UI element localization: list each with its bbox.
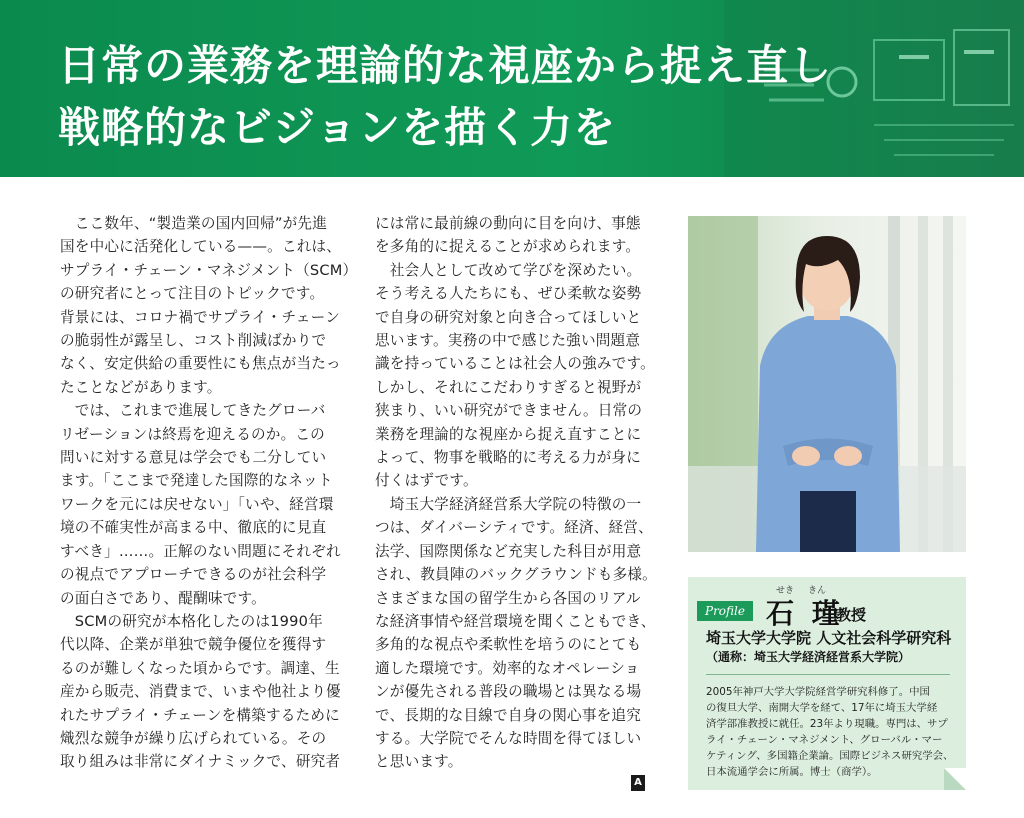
body-line: サプライ・チェーン・マネジメント（SCM） bbox=[60, 261, 358, 279]
body-line: 適した環境です。効率的なオペレーショ bbox=[375, 659, 640, 677]
body-line: るのが難しくなった頃からです。調達、生 bbox=[60, 659, 340, 677]
body-line: たことなどがあります。 bbox=[60, 378, 222, 396]
article-column-1 bbox=[60, 212, 360, 774]
profile-affiliation-note: （通称：埼玉大学経済経営系大学院） bbox=[706, 650, 911, 664]
body-line: には常に最前線の動向に目を向け、事態 bbox=[375, 215, 641, 232]
body-line: そう考える人たちにも、ぜひ柔軟な姿勢 bbox=[375, 285, 642, 303]
bio-line: 2005年神戸大学大学院経営学研究科修了。中国 bbox=[706, 686, 930, 698]
name-ruby-2: きん bbox=[808, 586, 827, 596]
portrait-photo bbox=[688, 216, 966, 552]
body-line: 業務を理論的な視座から捉え直すことに bbox=[375, 425, 642, 443]
profile-affiliation: 埼玉大学大学院 人文社会科学研究科 bbox=[706, 629, 952, 647]
profile-tag: Profile bbox=[697, 601, 753, 621]
bio-line: ケティング、多国籍企業論。国際ビジネス研究学会、 bbox=[706, 750, 954, 762]
body-line: ここ数年、“製造業の国内回帰”が先進 bbox=[60, 215, 328, 232]
page-curl bbox=[944, 768, 966, 790]
body-line: され、教員陣のバックグラウンドも多様。 bbox=[375, 566, 657, 584]
body-line: 境の不確実性が高まる中、徹底的に見直 bbox=[60, 519, 327, 537]
body-line: れたサプライ・チェーンを構築するために bbox=[60, 706, 340, 724]
body-line: 背景には、コロナ禍でサプライ・チェーン bbox=[60, 308, 340, 326]
body-line: さまざまな国の留学生から各国のリアル bbox=[375, 589, 641, 607]
body-line: を多角的に捉えることが求められます。 bbox=[375, 238, 641, 256]
body-line: 識を持っていることは社会人の強みです。 bbox=[375, 355, 655, 373]
body-line: の視点でアプローチできるのが社会科学 bbox=[60, 566, 327, 584]
body-line: なく、安定供給の重要性にも焦点が当たっ bbox=[60, 355, 341, 373]
body-line: と思います。 bbox=[375, 753, 463, 771]
body-line: で、長期的な目線で自身の関心事を追究 bbox=[375, 706, 641, 724]
divider bbox=[706, 674, 950, 675]
body-line: 産から販売、消費まで、いまや他社より優 bbox=[60, 683, 341, 701]
body-line: 法学、国際関係など充実した科目が用意 bbox=[375, 542, 642, 560]
body-line: 付くはずです。 bbox=[375, 472, 478, 490]
body-line: の研究者にとって注目のトピックです。 bbox=[60, 285, 325, 303]
bio-line: の復旦大学、南開大学を経て、17年に埼玉大学経 bbox=[706, 702, 938, 714]
body-line: 熾烈な競争が繰り広げられている。その bbox=[60, 729, 327, 747]
body-line: 思います。実務の中で感じた強い問題意 bbox=[375, 332, 641, 350]
body-line: ンが優先される普段の職場とは異なる場 bbox=[375, 683, 642, 701]
body-line: つは、ダイバーシティです。経済、経営、 bbox=[375, 519, 653, 537]
body-line: 国を中心に活発化している——。これは、 bbox=[60, 238, 342, 256]
end-mark-icon: A bbox=[631, 775, 645, 791]
body-line: の脆弱性が露呈し、コスト削減ばかりで bbox=[60, 332, 327, 350]
body-line: する。大学院でそんな時間を得てほしい bbox=[375, 729, 642, 747]
profile-name: 石 瑾 bbox=[766, 597, 844, 630]
bio-line: ライ・チェーン・マネジメント、グローバル・マー bbox=[706, 734, 943, 746]
body-line: リゼーションは終焉を迎えるのか。この bbox=[60, 425, 325, 443]
body-line: の面白さであり、醍醐味です。 bbox=[60, 589, 266, 607]
profile-bio bbox=[706, 684, 956, 780]
body-line: しかし、それにこだわりすぎると視野が bbox=[375, 378, 642, 396]
headline-line-2: 戦略的なビジョンを描く力を bbox=[58, 103, 617, 152]
name-ruby-1: せき bbox=[776, 586, 795, 596]
body-line: では、これまで進展してきたグローバ bbox=[60, 402, 326, 420]
body-line: 代以降、企業が単独で競争優位を獲得す bbox=[60, 636, 327, 654]
body-line: で自身の研究対象と向き合ってほしいと bbox=[375, 308, 642, 326]
bio-line: 日本流通学会に所属。博士（商学）。 bbox=[706, 766, 878, 778]
bio-line: 済学部准教授に就任。23年より現職。専門は、サプ bbox=[706, 718, 948, 730]
article-column-2 bbox=[375, 212, 675, 774]
body-line: 埼玉大学経済経営系大学院の特徴の一 bbox=[375, 495, 642, 513]
body-line: 社会人として改めて学びを深めたい。 bbox=[375, 261, 642, 279]
portrait-illustration bbox=[688, 216, 966, 552]
body-line: 問いに対する意見は学会でも二分してい bbox=[60, 449, 327, 467]
body-line: な経済事情や経営環境を聞くこともでき、 bbox=[375, 612, 656, 630]
header-banner bbox=[0, 0, 1024, 177]
body-line: 多角的な視点や柔軟性を培うのにとても bbox=[375, 636, 642, 654]
body-line: すべき」……。正解のない問題にそれぞれ bbox=[60, 542, 341, 560]
body-line: よって、物事を戦略的に考える力が身に bbox=[375, 449, 641, 467]
body-line: 狭まり、いい研究ができません。日常の bbox=[375, 402, 643, 420]
profile-role: 教授 bbox=[836, 606, 867, 624]
body-line: 取り組みは非常にダイナミックで、研究者 bbox=[60, 753, 341, 771]
profile-card bbox=[688, 577, 966, 790]
body-line: SCMの研究が本格化したのは1990年 bbox=[60, 612, 323, 630]
body-line: ワークを元には戻せない」「いや、経営環 bbox=[60, 495, 334, 513]
headline-line-1: 日常の業務を理論的な視座から捉え直し bbox=[58, 41, 833, 90]
body-line: ます。「ここまで発達した国際的なネット bbox=[60, 472, 333, 490]
